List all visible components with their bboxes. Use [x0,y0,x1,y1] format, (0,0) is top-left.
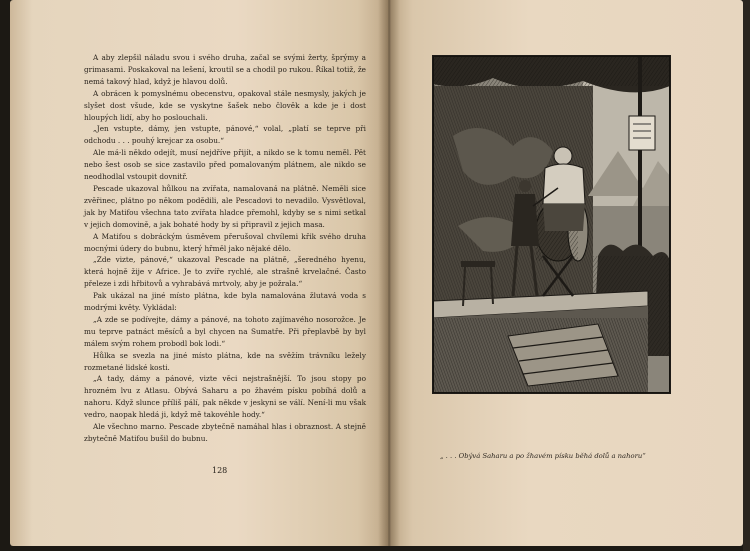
page-number: 128 [212,466,228,475]
paragraph: Ale má-li někdo odejít, musí nejdříve přijít, a nikdo se k tomu neměl. Pět nebo šest osob se sice zastavilo před pomalovaným plátnem, ale nikdo se neodhodlal vstoupit dovnitř. [84,148,366,182]
paragraph: Pescade ukazoval hůlkou na zvířata, namalovaná na plátně. Neměli sice zvěřinec, plátno po někom podědili, ale Pescadovi to nevadilo. Vysvětloval, jak by Matifou všechna tato zvířata hladce přemohl, kdyby se s nimi setkal v jejich domovině, a jak bohaté hody by si připravil z jejich masa. [84,183,366,229]
paragraph: A aby zlepšil náladu svou i svého druha, začal se svými žerty, šprýmy a grimasami. Poskakoval na lešení, kroutil se a chodil po rukou. Říkal totiž, že nemá takový hlad, když je hlavou dolů. [84,53,366,86]
paragraph: A Matifou s dobráckým úsměvem přerušoval chvílemi křik svého druha mocnými údery do bubnu, který hřměl jako nějaké dělo. [84,231,366,253]
book-gutter [378,0,400,546]
illustration-caption: „ . . . Obývá Saharu a po žhavém písku běhá dolů a nahoru“ [440,452,646,460]
paragraph: Pak ukázal na jiné místo plátna, kde byla namalována žlutavá voda s modrými květy. Vykládal: [84,291,366,313]
paragraph: „A tady, dámy a pánové, vizte věci nejstrašnější. To jsou stopy po hrozném lvu z Atlasu. Obývá Saharu a po žhavém písku pobíhá dolů a nahoru. Když slunce příliš pálí, pak někde v jeskyni se válí. Není-li mu však vedro, naopak hledá ji, když mě takovéhle hody.“ [84,374,366,420]
paragraph: A obrácen k pomyslnému obecenstvu, opakoval stále nesmysly, jakých je slyšet dost všude, kde se vyskytne šašek nebo člověk a kde je i dost hloupých lidí, aby ho poslouchali. [84,88,366,122]
page-edge [743,0,750,551]
left-page-text [84,52,366,445]
paragraph: „Zde vizte, pánové,“ ukazoval Pescade na plátně, „šeredného hyenu, která hojně žije v Africe. Je to zvíře rychlé, ale strašně krvelačné. Často přeleze i zdi hřbitovů a vyhrabává mrtvoly, aby je požrala.“ [84,255,366,289]
paragraph: „Jen vstupte, dámy, jen vstupte, pánové,“ volal, „platí se teprve při odchodu . . . pouhý krejcar za osobu.“ [84,124,366,146]
paragraph: Hůlka se svezla na jiné místo plátna, kde na svěžím trávníku ležely rozmetané lidské kosti. [84,350,366,372]
paragraph: „A zde se podívejte, dámy a pánové, na tohoto zajímavého nosorožce. Je mu teprve patnáct měsíců a byl chycen na Sumatře. Při přeplavbě by byl málem svým rohem probodl bok lodi.“ [84,314,366,348]
paragraph: Ale všechno marno. Pescade zbytečně namáhal hlas i obraznost. A stejně zbytečně Matifou bušil do bubnu. [84,422,366,443]
engraving-illustration [432,55,671,394]
